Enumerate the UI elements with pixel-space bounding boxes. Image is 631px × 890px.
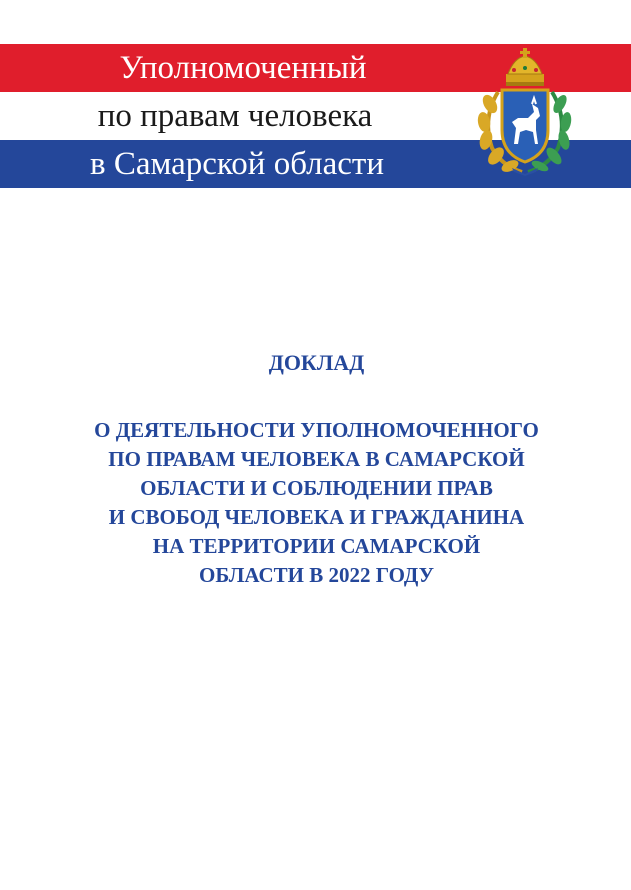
header-title-line-2: по правам человека [97,98,373,134]
report-subtitle-line: ПО ПРАВАМ ЧЕЛОВЕКА В САМАРСКОЙ [108,447,525,471]
report-subtitle [35,416,597,590]
report-subtitle-line: И СВОБОД ЧЕЛОВЕКА И ГРАЖДАНИНА [108,505,525,529]
report-subtitle-line: ОБЛАСТИ В 2022 ГОДУ [199,563,434,587]
report-subtitle-line: НА ТЕРРИТОРИИ САМАРСКОЙ [152,534,481,558]
header-title-line-1: Уполномоченный [119,50,367,86]
report-subtitle-line: ОБЛАСТИ И СОБЛЮДЕНИИ ПРАВ [140,476,493,500]
header-title-line-3: в Самарской области [89,146,385,182]
report-title-block [0,348,631,590]
report-heading: ДОКЛАД [268,350,365,375]
samara-coat-of-arms-icon [468,48,582,176]
report-subtitle-line: О ДЕЯТЕЛЬНОСТИ УПОЛНОМОЧЕННОГО [94,418,539,442]
